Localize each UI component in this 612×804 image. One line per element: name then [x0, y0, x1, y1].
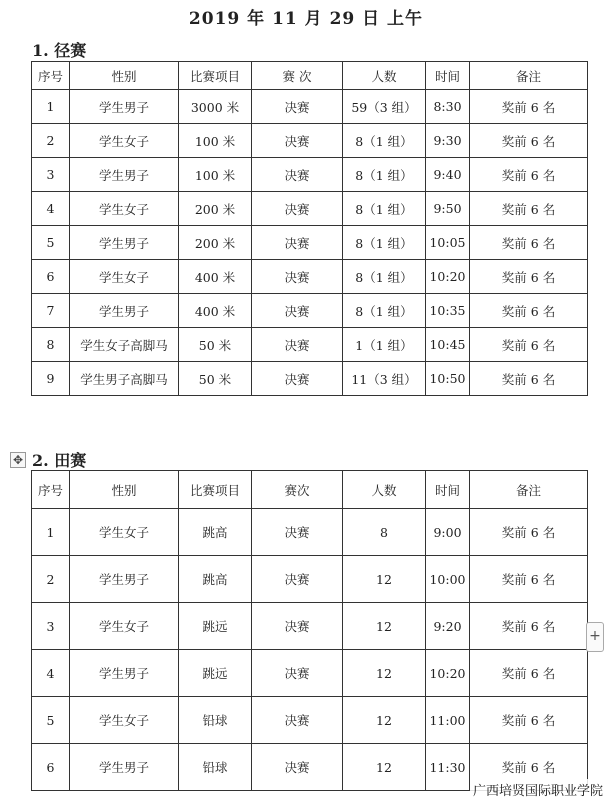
table-row: [32, 260, 588, 294]
table-cell: 11:00: [426, 697, 470, 744]
table-cell: 学生女子: [70, 192, 179, 226]
table-row: [32, 362, 588, 396]
add-row-button[interactable]: +: [586, 622, 604, 652]
table-cell: 7: [32, 294, 70, 328]
column-header: 性别: [70, 471, 179, 509]
table-cell: 10:05: [426, 226, 470, 260]
column-header: 序号: [32, 62, 70, 90]
table-cell: 奖前 6 名: [470, 90, 588, 124]
table-cell: 5: [32, 226, 70, 260]
table-cell: 决赛: [252, 328, 343, 362]
table-cell: 决赛: [252, 158, 343, 192]
table-cell: 200 米: [179, 226, 252, 260]
table-header-row: [32, 62, 588, 90]
column-header: 备注: [470, 62, 588, 90]
table-cell: 奖前 6 名: [470, 294, 588, 328]
table-cell: 11（3 组）: [343, 362, 426, 396]
table-cell: 12: [343, 556, 426, 603]
table-row: [32, 650, 588, 697]
table-cell: 决赛: [252, 226, 343, 260]
table-row: [32, 192, 588, 226]
table-cell: 决赛: [252, 697, 343, 744]
table-cell: 12: [343, 603, 426, 650]
table-cell: 奖前 6 名: [470, 744, 588, 791]
table-cell: 8（1 组）: [343, 294, 426, 328]
table-cell: 5: [32, 697, 70, 744]
table-cell: 8:30: [426, 90, 470, 124]
column-header: 序号: [32, 471, 70, 509]
table-cell: 2: [32, 556, 70, 603]
table-cell: 决赛: [252, 650, 343, 697]
table-cell: 8（1 组）: [343, 226, 426, 260]
table-cell: 4: [32, 650, 70, 697]
table-cell: 决赛: [252, 744, 343, 791]
table-row: [32, 226, 588, 260]
table-cell: 200 米: [179, 192, 252, 226]
table-cell: 学生女子: [70, 603, 179, 650]
field-schedule-table: [31, 470, 588, 791]
table-cell: 学生女子: [70, 697, 179, 744]
table-cell: 铅球: [179, 744, 252, 791]
table-cell: 跳远: [179, 650, 252, 697]
table-cell: 6: [32, 260, 70, 294]
table-cell: 1（1 组）: [343, 328, 426, 362]
table-cell: 8（1 组）: [343, 158, 426, 192]
column-header: 比赛项目: [179, 62, 252, 90]
table-cell: 8（1 组）: [343, 124, 426, 158]
table-row: [32, 509, 588, 556]
table-cell: 跳远: [179, 603, 252, 650]
table-row: [32, 556, 588, 603]
table-cell: 学生男子: [70, 744, 179, 791]
table-cell: 59（3 组）: [343, 90, 426, 124]
table-cell: 6: [32, 744, 70, 791]
table-cell: 奖前 6 名: [470, 650, 588, 697]
table-cell: 9:00: [426, 509, 470, 556]
table-cell: 10:00: [426, 556, 470, 603]
table-cell: 奖前 6 名: [470, 260, 588, 294]
table-cell: 100 米: [179, 124, 252, 158]
table-cell: 3000 米: [179, 90, 252, 124]
table-cell: 400 米: [179, 260, 252, 294]
table-cell: 奖前 6 名: [470, 226, 588, 260]
table-cell: 跳高: [179, 556, 252, 603]
table-cell: 8（1 组）: [343, 192, 426, 226]
column-header: 时间: [426, 62, 470, 90]
table-cell: 8: [32, 328, 70, 362]
table-cell: 9:20: [426, 603, 470, 650]
table-cell: 决赛: [252, 124, 343, 158]
page-title: 2019 年 11 月 29 日 上午: [188, 9, 424, 29]
table-cell: 11:30: [426, 744, 470, 791]
table-cell: 100 米: [179, 158, 252, 192]
table-cell: 学生女子高脚马: [70, 328, 179, 362]
table-cell: 学生女子: [70, 124, 179, 158]
column-header: 备注: [470, 471, 588, 509]
column-header: 性别: [70, 62, 179, 90]
table-row: [32, 158, 588, 192]
table-cell: 10:45: [426, 328, 470, 362]
table-cell: 铅球: [179, 697, 252, 744]
column-header: 赛 次: [252, 62, 343, 90]
table-cell: 3: [32, 603, 70, 650]
table-cell: 决赛: [252, 294, 343, 328]
table-cell: 10:20: [426, 650, 470, 697]
table-cell: 学生男子: [70, 556, 179, 603]
table-cell: 学生男子: [70, 650, 179, 697]
table-cell: 8（1 组）: [343, 260, 426, 294]
table-cell: 12: [343, 744, 426, 791]
table-cell: 决赛: [252, 192, 343, 226]
table-cell: 10:20: [426, 260, 470, 294]
table-cell: 9: [32, 362, 70, 396]
column-header: 赛次: [252, 471, 343, 509]
table-cell: 学生女子: [70, 260, 179, 294]
table-row: [32, 603, 588, 650]
watermark: 广西培贤国际职业学院: [470, 779, 606, 800]
table-cell: 决赛: [252, 260, 343, 294]
table-cell: 4: [32, 192, 70, 226]
table-cell: 奖前 6 名: [470, 556, 588, 603]
table-cell: 50 米: [179, 328, 252, 362]
table-cell: 决赛: [252, 90, 343, 124]
table-cell: 奖前 6 名: [470, 362, 588, 396]
table-move-handle-icon[interactable]: ✥: [10, 452, 26, 468]
table-cell: 12: [343, 650, 426, 697]
table-cell: 学生男子: [70, 294, 179, 328]
table-cell: 2: [32, 124, 70, 158]
table-cell: 决赛: [252, 603, 343, 650]
table-cell: 奖前 6 名: [470, 158, 588, 192]
table-cell: 学生男子高脚马: [70, 362, 179, 396]
table-cell: 学生男子: [70, 158, 179, 192]
table-row: [32, 697, 588, 744]
table-row: [32, 328, 588, 362]
table-cell: 奖前 6 名: [470, 603, 588, 650]
table-cell: 奖前 6 名: [470, 509, 588, 556]
table-row: [32, 124, 588, 158]
table-cell: 1: [32, 509, 70, 556]
table-cell: 1: [32, 90, 70, 124]
table-cell: 决赛: [252, 362, 343, 396]
field-section-title: 2. 田赛: [32, 451, 87, 470]
table-cell: 8: [343, 509, 426, 556]
table-cell: 跳高: [179, 509, 252, 556]
table-cell: 学生男子: [70, 226, 179, 260]
table-cell: 奖前 6 名: [470, 192, 588, 226]
table-cell: 9:30: [426, 124, 470, 158]
column-header: 人数: [343, 471, 426, 509]
table-row: [32, 294, 588, 328]
table-cell: 9:40: [426, 158, 470, 192]
table-cell: 奖前 6 名: [470, 328, 588, 362]
table-row: [32, 90, 588, 124]
table-cell: 12: [343, 697, 426, 744]
table-cell: 学生男子: [70, 90, 179, 124]
table-cell: 50 米: [179, 362, 252, 396]
column-header: 时间: [426, 471, 470, 509]
table-cell: 学生女子: [70, 509, 179, 556]
table-cell: 决赛: [252, 509, 343, 556]
table-cell: 10:35: [426, 294, 470, 328]
table-cell: 奖前 6 名: [470, 697, 588, 744]
track-section-title: 1. 径赛: [32, 41, 87, 60]
table-cell: 3: [32, 158, 70, 192]
track-schedule-table: [31, 61, 588, 396]
table-cell: 10:50: [426, 362, 470, 396]
column-header: 人数: [343, 62, 426, 90]
table-cell: 9:50: [426, 192, 470, 226]
table-cell: 决赛: [252, 556, 343, 603]
column-header: 比赛项目: [179, 471, 252, 509]
table-header-row: [32, 471, 588, 509]
table-cell: 400 米: [179, 294, 252, 328]
table-cell: 奖前 6 名: [470, 124, 588, 158]
